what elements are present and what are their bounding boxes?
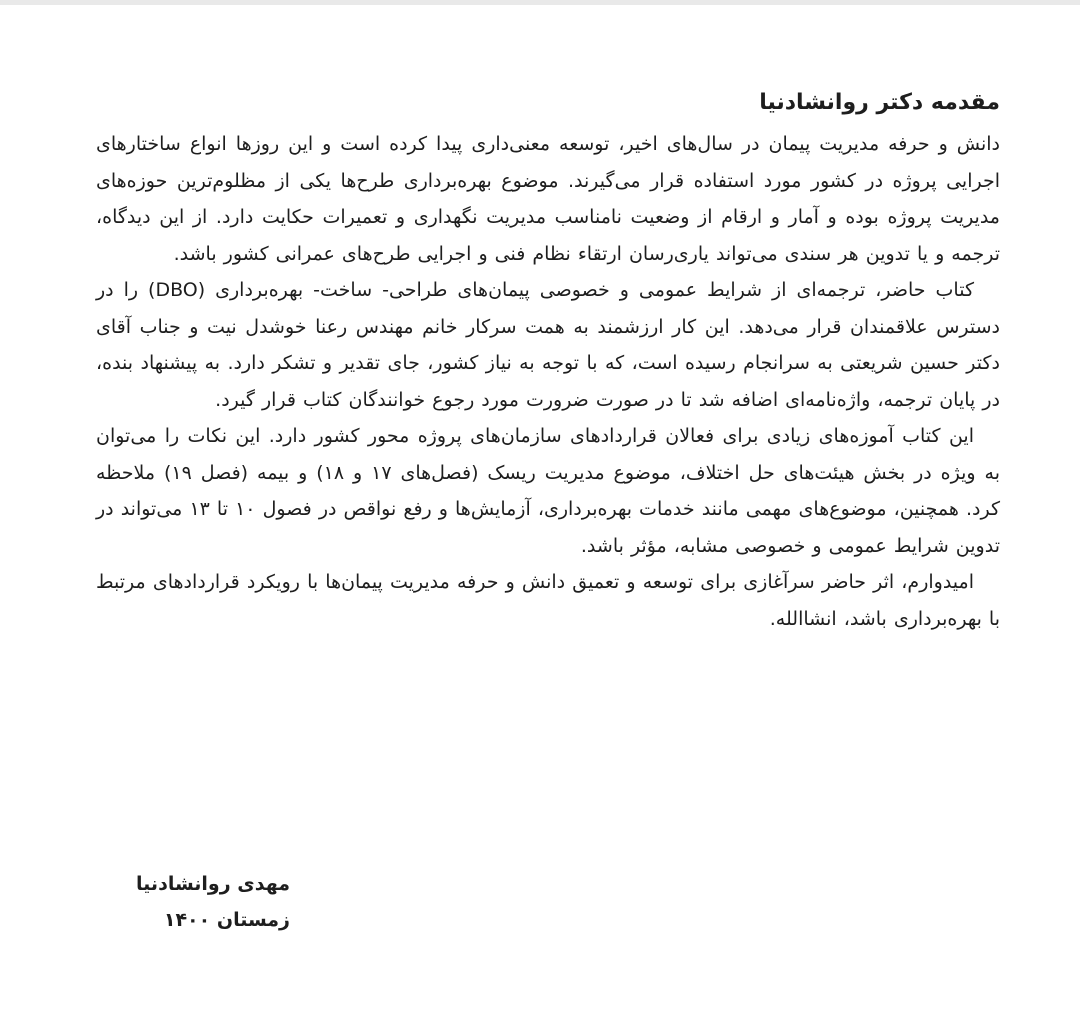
page-top-edge: [0, 0, 1080, 5]
paragraph-1: دانش و حرفه مدیریت پیمان در سال‌های اخیر، توسعه معنی‌داری پیدا کرده است و این روزها انواع ساختارهای اجرایی پروژه در کشور مورد استفاده قرار می‌گیرند. موضوع بهره‌برداری طرح‌ها یکی از مظلوم‌ترین حوزه‌های مدیریت پروژه بوده و آمار و ارقام از وضعیت نامناسب مدیریت نگهداری و تعمیرات حکایت دارد. از این دیدگاه، ترجمه و یا تدوین هر سندی می‌تواند یاری‌رسان ارتقاء نظام فنی و اجرایی طرح‌های عمرانی کشور باشد.: [96, 133, 1000, 265]
paragraph-4: امیدوارم، اثر حاضر سرآغازی برای توسعه و تعمیق دانش و حرفه مدیریت پیمان‌ها با رویکرد قراردادهای مرتبط با بهره‌برداری باشد، انشاالله.: [96, 571, 1000, 630]
paragraph-3: این کتاب آموزه‌های زیادی برای فعالان قراردادهای سازمان‌های پروژه محور کشور دارد. این نکات را می‌توان به ویژه در بخش هیئت‌های حل اختلاف، موضوع مدیریت ریسک (فصل‌های ۱۷ و ۱۸) و بیمه (فصل ۱۹) ملاحظه کرد. همچنین، موضوع‌های مهمی مانند خدمات بهره‌برداری، آزمایش‌ها و رفع نواقص در فصول ۱۰ تا ۱۳ می‌تواند در تدوین شرایط عمومی و خصوصی مشابه، مؤثر باشد.: [96, 425, 1001, 557]
signature-block: [130, 866, 290, 938]
document-title: مقدمه دکتر روانشادنیا: [759, 90, 1000, 115]
signature-date: زمستان ۱۴۰۰: [163, 909, 290, 931]
paragraph-2: کتاب حاضر، ترجمه‌ای از شرایط عمومی و خصوصی پیمان‌های طراحی- ساخت- بهره‌برداری (DBO) را در دسترس علاقمندان قرار می‌دهد. این کار ارزشمند به همت سرکار خانم مهندس رعنا خوشدل نیت و جناب آقای دکتر حسین شریعتی به سرانجام رسیده است، که با توجه به نیاز کشور، جای تقدیر و تشکر دارد. به پیشنهاد بنده، در پایان ترجمه، واژه‌نامه‌ای اضافه شد تا در صورت ضرورت مورد رجوع خوانندگان کتاب قرار گیرد.: [96, 279, 1000, 411]
document-page: [96, 80, 1000, 637]
signature-name: مهدی روانشادنیا: [136, 873, 290, 895]
